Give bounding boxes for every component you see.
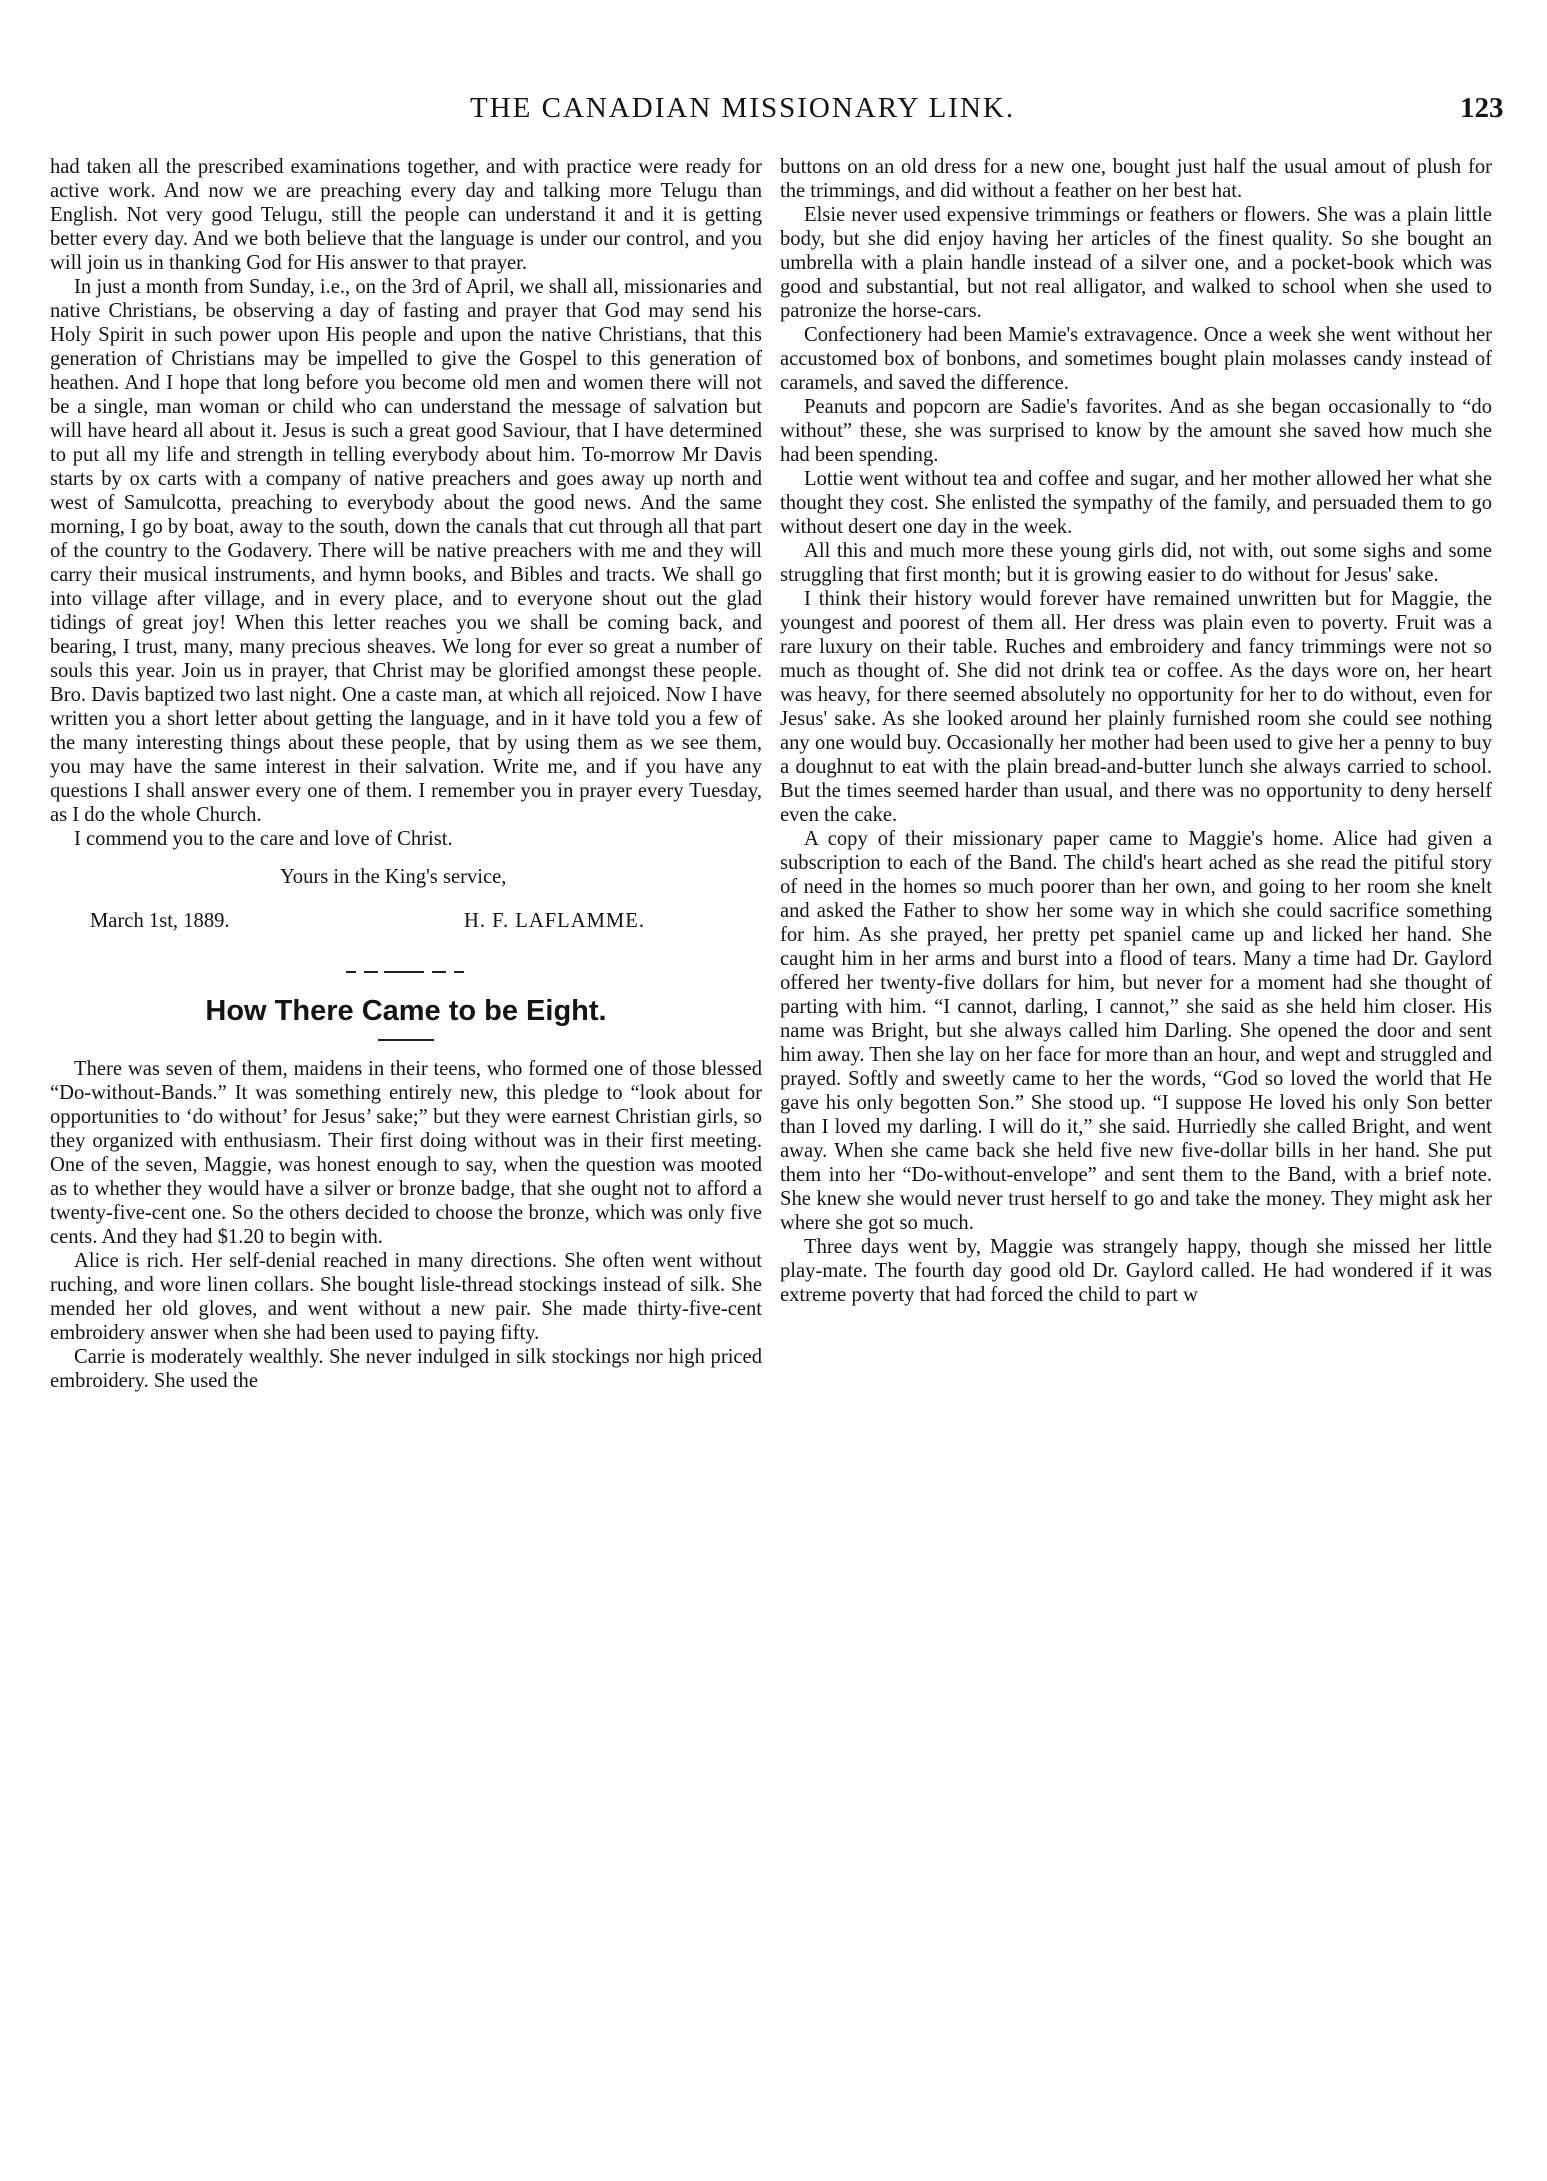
article-paragraph: I think their history would forever have remained unwritten but for Maggie, the youngest and poorest of them all. Her dress was plain even to poverty. Fruit was a rare luxury on their table. Ruches and embroidery and fancy trimmings were not so much as thought of. She did not drink tea or coffee. As the days wore on, her heart was heavy, for there seemed absolutely no opportunity for her to do without, even for Jesus' sake. As she looked around her plainly furnished room she could see nothing any one would buy. Occasionally her mother had been used to give her a penny to buy a doughnut to eat with the plain bread-and-butter lunch she always carried to school. But the times seemed harder than usual, and there was no opportunity to deny herself even the cake. xyxy=(780,588,1492,826)
article-paragraph: Peanuts and popcorn are Sadie's favorites. And as she began occasionally to “do without” these, she was surprised to know by the amount she saved how much she had been spending. xyxy=(780,396,1492,466)
article-paragraph: Three days went by, Maggie was strangely happy, though she missed her little play-mate. The fourth day good old Dr. Gaylord called. He had wondered if it was extreme poverty that had forced the child to part w xyxy=(780,1236,1492,1306)
article-paragraph: Carrie is moderately wealthly. She never indulged in silk stockings nor high priced embroidery. She used the xyxy=(50,1346,762,1392)
article-paragraph: Lottie went without tea and coffee and sugar, and her mother allowed her what she thought they cost. She enlisted the sympathy of the family, and persuaded them to go without desert one day in the week. xyxy=(780,468,1492,538)
article-title: How There Came to be Eight. xyxy=(205,995,607,1027)
article-paragraph: There was seven of them, maidens in their teens, who formed one of those blessed “Do-without-Bands.” It was something entirely new, this pledge to “look about for opportunities to ‘do without’ for Jesus’ sake;” but they were earnest Christian girls, so they organized with enthusiasm. Their first doing without was in their first meeting. One of the seven, Maggie, was honest enough to say, when the question was mooted as to whether they would have a silver or bronze badge, that she ought not to afford a twenty-five-cent one. So the others decided to choose the bronze, which was only five cents. And they had $1.20 to begin with. xyxy=(50,1058,762,1248)
article-paragraph: Confectionery had been Mamie's extravagence. Once a week she went without her accustomed box of bonbons, and sometimes bought plain molasses candy instead of caramels, and saved the difference. xyxy=(780,324,1492,394)
title-rule xyxy=(378,1039,434,1041)
letter-paragraph: had taken all the prescribed examinations together, and with practice were ready for active work. And now we are preaching every day and talking more Telugu than English. Not very good Telugu, still the people can understand it and it is getting better every day. And we both believe that the language is under our control, and you will join us in thanking God for His answer to that prayer. xyxy=(50,156,762,274)
article-paragraph: All this and much more these young girls did, not with, out some sighs and some struggling that first month; but it is growing easier to do without for Jesus' sake. xyxy=(780,540,1492,586)
running-header xyxy=(0,92,1547,132)
article-paragraph: buttons on an old dress for a new one, bought just half the usual amout of plush for the trimmings, and did without a feather on her best hat. xyxy=(780,156,1492,202)
letter-signoff xyxy=(50,865,762,961)
valediction: Yours in the King's service, xyxy=(280,866,507,888)
article-paragraph: Elsie never used expensive trimmings or feathers or flowers. She was a plain little body, but she did enjoy having her articles of the finest quality. So she bought an umbrella with a plain handle instead of a silver one, and a pocket-book which was good and substantial, but not real alligator, and walked to school when she used to patronize the horse-cars. xyxy=(780,204,1492,322)
running-title: THE CANADIAN MISSIONARY LINK. xyxy=(470,92,1016,124)
letter-paragraph: In just a month from Sunday, i.e., on the 3rd of April, we shall all, missionaries and native Christians, be observing a day of fasting and prayer that God may send his Holy Spirit in such power upon His people and upon the native Christians, that this generation of Christians may be impelled to give the Gospel to this generation of heathen. And I hope that long before you become old men and women there will not be a single, man woman or child who can understand the message of salvation but will have heard all about it. Jesus is such a great good Saviour, that I have determined to put all my life and strength in telling everybody about him. To-morrow Mr Davis starts by ox carts with a company of native preachers and goes away up north and west of Samulcotta, preaching to everybody about the good news. And the same morning, I go by boat, away to the south, down the canals that cut through all that part of the country to the Godavery. There will be native preachers with me and they will carry their musical instruments, and hymn books, and Bibles and tracts. We shall go into village after village, and in every place, and to everyone shout out the glad tidings of great joy! When this letter reaches you we shall be coming back, and bearing, I trust, many, many precious sheaves. We long for ever so great a number of souls this year. Join us in prayer, that Christ may be glorified amongst these people. Bro. Davis baptized two last night. One a caste man, at which all rejoiced. Now I have written you a short letter about getting the language, and in it have told you a few of the many interesting things about these people, that by using them as we see them, you may have the same interest in their salvation. Write me, and if you have any questions I shall answer every one of them. I remember you in prayer every Tuesday, as I do the whole Church. xyxy=(50,276,762,826)
page-number: 123 xyxy=(1460,92,1504,124)
letter-date: March 1st, 1889. xyxy=(90,910,230,932)
section-divider-ornament xyxy=(50,961,762,985)
signature: H. F. LAFLAMME. xyxy=(464,910,645,932)
article-paragraph: Alice is rich. Her self-denial reached in many directions. She often went without ruching, and wore linen collars. She bought lisle-thread stockings instead of silk. She mended her old gloves, and went without a new pair. She made thirty-five-cent embroidery answer when she had been used to paying fifty. xyxy=(50,1250,762,1344)
article-paragraph: A copy of their missionary paper came to Maggie's home. Alice had given a subscription to each of the Band. The child's heart ached as she read the pitiful story of need in the homes so much poorer than her own, and going to her room she knelt and asked the Father to show her some way in which she could sacrifice something for him. As she prayed, her pretty pet spaniel came up and licked her hand. She caught him in her arms and burst into a flood of tears. Many a time had Dr. Gaylord offered her twenty-five dollars for him, but never for a moment had she thought of parting with him. “I cannot, darling, I cannot,” she said as she held him closer. His name was Bright, but she always called him Darling. She opened the door and sent him away. Then she lay on her face for more than an hour, and wept and struggled and prayed. Softly and sweetly came to her the words, “God so loved the world that He gave his only begotten Son.” She stood up. “I suppose He loved his only Son better than I loved my darling. I will do it,” she said. Hurriedly she called Bright, and went away. When she came back she held five new five-dollar bills in her hand. She put them into her “Do-without-envelope” and sent them to the Band, with a brief note. She knew she would never trust herself to go and take the money. They might ask her where she got so much. xyxy=(780,828,1492,1234)
left-column xyxy=(50,155,762,1393)
letter-closing: I commend you to the care and love of Christ. xyxy=(74,828,453,850)
right-column xyxy=(780,155,1492,1307)
